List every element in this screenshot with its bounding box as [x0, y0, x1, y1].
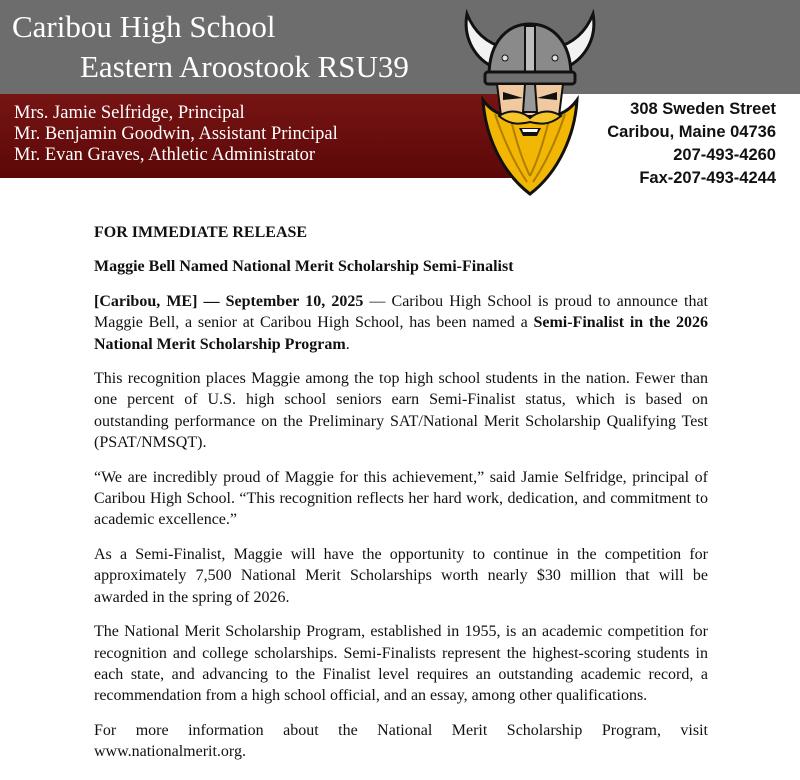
school-name: Caribou High School — [12, 9, 276, 44]
viking-mascot-icon — [455, 4, 605, 196]
paragraph-recognition: This recognition places Maggie among the top high school students in the nation. Fewer than one percent of U.S. high school seniors earn Semi-Finalist status, which is based on outstanding performance on the Preliminary SAT/National Merit Scholarship Qualifying Test (PSAT/NMSQT). — [94, 370, 708, 452]
phone-number: 207-493-4260 — [673, 146, 776, 164]
press-release-body — [94, 222, 708, 763]
website-link[interactable]: www.nationalmerit.org. — [94, 743, 246, 761]
address-street: 308 Sweden Street — [630, 100, 776, 118]
release-label: FOR IMMEDIATE RELEASE — [94, 224, 308, 241]
announcement-highlight: Semi-Finalist in the 2026 National Merit Scholarship Program — [94, 314, 708, 353]
more-info-text: For more information about the National Merit Scholarship Program, visit — [94, 721, 708, 739]
headline: Maggie Bell Named National Merit Scholarship Semi-Finalist — [94, 258, 514, 276]
staff-list — [14, 103, 338, 166]
paragraph-announcement — [94, 291, 708, 355]
staff-principal: Mrs. Jamie Selfridge, Principal — [14, 103, 245, 123]
staff-assistant-principal: Mr. Benjamin Goodwin, Assistant Principal — [14, 124, 338, 144]
district-name: Eastern Aroostook RSU39 — [80, 49, 409, 84]
fax-number: Fax-207-493-4244 — [639, 169, 776, 187]
paragraph-program: The National Merit Scholarship Program, established in 1955, is an academic competition for recognition and college scholarships. Semi-Finalists represent the highest-scoring students in each state, and advancing to the Finalist level requires an outstanding academic record, a recommendation from a high school official, and an essay, among other qualifications. — [94, 623, 708, 705]
address-city: Caribou, Maine 04736 — [607, 123, 776, 141]
paragraph-competition: As a Semi-Finalist, Maggie will have the opportunity to continue in the competition for approximately 7,500 National Merit Scholarships worth nearly $30 million that will be awarded in the spring of 2026. — [94, 545, 708, 606]
dateline: [Caribou, ME] — September 10, 2025 — [94, 292, 364, 310]
announcement-text: — Caribou High School is proud to announce that Maggie Bell, a senior at Caribou High School, has been named a — [94, 292, 709, 332]
paragraph-more-info — [94, 720, 708, 763]
announcement-end: . — [345, 335, 350, 353]
paragraph-quote: “We are incredibly proud of Maggie for this achievement,” said Jamie Selfridge, principal of Caribou High School. “This recognition reflects her hard work, dedication, and commitment to academic excellence.” — [94, 468, 708, 529]
contact-block — [607, 98, 776, 190]
staff-athletic-administrator: Mr. Evan Graves, Athletic Administrator — [14, 145, 316, 165]
